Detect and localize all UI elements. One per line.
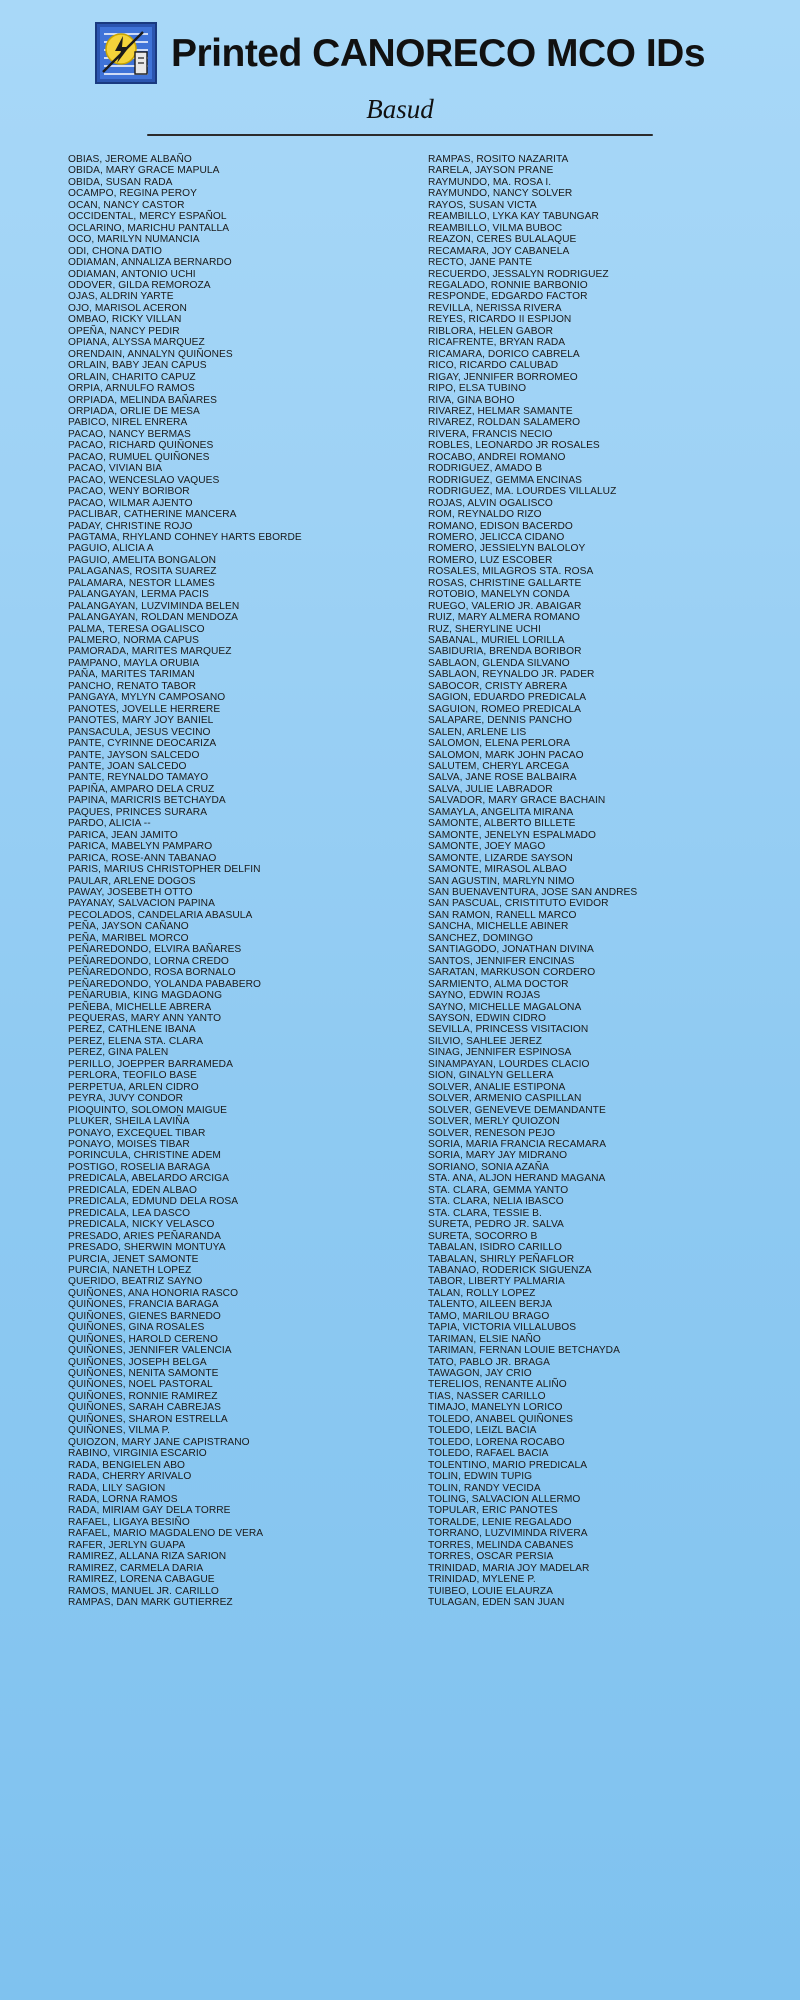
name-entry: SAGUION, ROMEO PREDICALA bbox=[428, 703, 581, 715]
name-entry: PACLIBAR, CATHERINE MANCERA bbox=[68, 509, 237, 521]
name-entry: PAULAR, ARLENE DOGOS bbox=[68, 875, 196, 887]
name-entry: PANTE, JAYSON SALCEDO bbox=[68, 749, 200, 761]
name-entry: SANTIAGODO, JONATHAN DIVINA bbox=[428, 944, 594, 956]
name-entry: SABIDURIA, BRENDA BORIBOR bbox=[428, 646, 582, 658]
name-entry: PACAO, NANCY BERMAS bbox=[68, 428, 191, 440]
title-row bbox=[0, 22, 800, 84]
name-entry: OJO, MARISOL ACERON bbox=[68, 302, 187, 314]
name-entry: PEÑA, MARIBEL MORCO bbox=[68, 932, 189, 944]
name-entry: TIAS, NASSER CARILLO bbox=[428, 1390, 546, 1402]
name-entry: SABANAL, MURIEL LORILLA bbox=[428, 635, 565, 647]
name-entry: SAN PASCUAL, CRISTITUTO EVIDOR bbox=[428, 898, 609, 910]
name-entry: TORRANO, LUZVIMINDA RIVERA bbox=[428, 1528, 588, 1540]
name-entry: PREDICALA, LEA DASCO bbox=[68, 1207, 191, 1219]
name-entry: OPEÑA, NANCY PEDIR bbox=[68, 325, 180, 337]
name-entry: PERILLO, JOEPPER BARRAMEDA bbox=[68, 1058, 233, 1070]
page-subtitle: Basud bbox=[366, 94, 434, 124]
name-entry: SAN AGUSTIN, MARLYN NIMO bbox=[428, 875, 575, 887]
name-entry: PALANGAYAN, ROLDAN MENDOZA bbox=[68, 612, 238, 624]
name-entry: QUIÑONES, JENNIFER VALENCIA bbox=[68, 1345, 232, 1357]
name-entry: TATO, PABLO JR. BRAGA bbox=[428, 1356, 551, 1368]
name-entry: SABLAON, REYNALDO JR. PADER bbox=[428, 669, 595, 681]
name-entry: QUIÑONES, NENITA SAMONTE bbox=[68, 1368, 219, 1380]
name-entry: PREDICALA, EDEN ALBAO bbox=[68, 1184, 198, 1196]
name-entry: PREDICALA, ABELARDO ARCIGA bbox=[68, 1173, 229, 1185]
name-entry: PANTE, REYNALDO TAMAYO bbox=[68, 772, 209, 784]
name-entry: TOLENTINO, MARIO PREDICALA bbox=[428, 1459, 588, 1471]
name-entry: RAMIREZ, LORENA CABAGUE bbox=[68, 1574, 215, 1586]
name-entry: TALENTO, AILEEN BERJA bbox=[428, 1299, 553, 1311]
name-entry: RADA, BENGIELEN ABO bbox=[68, 1459, 186, 1471]
name-entry: TOLEDO, ANABEL QUIÑONES bbox=[428, 1413, 573, 1425]
name-entry: PAGUIO, ALICIA A bbox=[68, 543, 154, 555]
name-entry: SALVA, JANE ROSE BALBAIRA bbox=[428, 772, 577, 784]
name-entry: SAN RAMON, RANELL MARCO bbox=[428, 909, 577, 921]
name-entry: PANSACULA, JESUS VECINO bbox=[68, 726, 211, 738]
name-entry: SOLVER, GENEVEVE DEMANDANTE bbox=[428, 1104, 606, 1116]
name-entry: RADA, CHERRY ARIVALO bbox=[68, 1471, 192, 1483]
name-entry: QUERIDO, BEATRIZ SAYNO bbox=[68, 1276, 203, 1288]
name-entry: ODIAMAN, ANNALIZA BERNARDO bbox=[68, 257, 232, 269]
name-entry: PAMPANO, MAYLA ORUBIA bbox=[68, 657, 200, 669]
name-entry: RARELA, JAYSON PRANE bbox=[428, 165, 554, 177]
name-entry: RAFAEL, LIGAYA BESIÑO bbox=[68, 1516, 190, 1528]
name-entry: PRESADO, SHERWIN MONTUYA bbox=[68, 1242, 226, 1254]
name-entry: PARICA, MABELYN PAMPARO bbox=[68, 841, 213, 853]
name-entry: PABICO, NIREL ENRERA bbox=[68, 417, 188, 429]
name-entry: PANTE, CYRINNE DEOCARIZA bbox=[68, 738, 217, 750]
name-entry: SOLVER, ARMENIO CASPILLAN bbox=[428, 1093, 582, 1105]
name-entry: OCCIDENTAL, MERCY ESPAÑOL bbox=[68, 211, 227, 223]
name-entry: QUIÑONES, SARAH CABREJAS bbox=[68, 1402, 221, 1414]
name-entry: RODRIGUEZ, AMADO B bbox=[428, 463, 543, 475]
name-entry: PURCIA, JENET SAMONTE bbox=[68, 1253, 199, 1265]
name-entry: PALANGAYAN, LERMA PACIS bbox=[68, 589, 209, 601]
name-entry: PARIS, MARIUS CHRISTOPHER DELFIN bbox=[68, 864, 261, 876]
name-entry: ROSALES, MILAGROS STA. ROSA bbox=[428, 566, 594, 578]
name-entry: QUIÑONES, HAROLD CERENO bbox=[68, 1333, 219, 1345]
name-entry: TERELIOS, RENANTE ALIÑO bbox=[428, 1379, 567, 1391]
name-entry: PEÑA, JAYSON CAÑANO bbox=[68, 921, 189, 933]
name-entry: PONAYO, MOISES TIBAR bbox=[68, 1138, 190, 1150]
name-entry: SAN BUENAVENTURA, JOSE SAN ANDRES bbox=[428, 887, 638, 898]
name-entry: SALAPARE, DENNIS PANCHO bbox=[428, 715, 572, 727]
name-entry: TABALAN, ISIDRO CARILLO bbox=[428, 1242, 562, 1254]
name-entry: ORPIADA, ORLIE DE MESA bbox=[68, 405, 200, 417]
name-entry: PAPINA, MARICRIS BETCHAYDA bbox=[68, 795, 226, 807]
name-entry: SAMAYLA, ANGELITA MIRANA bbox=[428, 806, 574, 818]
name-entry: PAGUIO, AMELITA BONGALON bbox=[68, 554, 217, 566]
name-entry: TRINIDAD, MYLENE P. bbox=[428, 1574, 536, 1586]
name-entry: RADA, LILY SAGION bbox=[68, 1482, 166, 1494]
name-entry: SILVIO, SAHLEE JEREZ bbox=[428, 1035, 543, 1047]
name-entry: RUEGO, VALERIO JR. ABAIGAR bbox=[428, 600, 582, 612]
name-entry: RICAMARA, DORICO CABRELA bbox=[428, 348, 580, 360]
name-entry: SALOMON, MARK JOHN PACAO bbox=[428, 749, 584, 761]
name-entry: PANTE, JOAN SALCEDO bbox=[68, 761, 187, 773]
page-title: Printed CANORECO MCO IDs bbox=[170, 31, 706, 75]
name-entry: PLUKER, SHEILA LAVIÑA bbox=[68, 1116, 190, 1128]
name-entry: TORRES, OSCAR PERSIA bbox=[428, 1551, 554, 1563]
name-entry: ROBLES, LEONARDO JR ROSALES bbox=[428, 440, 600, 452]
name-entry: OBIDA, MARY GRACE MAPULA bbox=[68, 165, 220, 177]
name-entry: PACAO, WENY BORIBOR bbox=[68, 486, 190, 498]
name-entry: RODRIGUEZ, GEMMA ENCINAS bbox=[428, 474, 583, 486]
name-entry: TRINIDAD, MARIA JOY MADELAR bbox=[428, 1562, 590, 1574]
name-entry: PONAYO, EXCEQUEL TIBAR bbox=[68, 1127, 206, 1139]
name-entry: SAMONTE, JENELYN ESPALMADO bbox=[428, 829, 596, 841]
name-entry: QUIOZON, MARY JANE CAPISTRANO bbox=[68, 1436, 250, 1448]
name-entry: SAMONTE, LIZARDE SAYSON bbox=[428, 852, 573, 864]
name-entry: SARMIENTO, ALMA DOCTOR bbox=[428, 978, 569, 990]
name-entry: RAMPAS, ROSITO NAZARITA bbox=[428, 154, 569, 165]
name-column-left bbox=[68, 154, 384, 1609]
name-entry: SAYSON, EDWIN CIDRO bbox=[428, 1012, 546, 1024]
name-entry: PAQUES, PRINCES SURARA bbox=[68, 806, 208, 818]
name-entry: QUIÑONES, FRANCIA BARAGA bbox=[68, 1299, 219, 1311]
name-entry: SABLAON, GLENDA SILVANO bbox=[428, 657, 570, 669]
name-entry: PAYANAY, SALVACION PAPINA bbox=[68, 898, 215, 910]
name-entry: RAYMUNDO, MA. ROSA I. bbox=[428, 176, 552, 188]
name-entry: QUIÑONES, JOSEPH BELGA bbox=[68, 1356, 207, 1368]
name-entry: REAMBILLO, VILMA BUBOC bbox=[428, 222, 563, 234]
name-entry: PALMA, TERESA OGALISCO bbox=[68, 623, 205, 635]
name-entry: SOLVER, MERLY QUIOZON bbox=[428, 1116, 560, 1128]
name-entry: RIVAREZ, HELMAR SAMANTE bbox=[428, 405, 573, 417]
name-entry: SURETA, PEDRO JR. SALVA bbox=[428, 1219, 564, 1231]
name-entry: PEÑAREDONDO, YOLANDA PABABERO bbox=[68, 978, 261, 990]
name-entry: SOLVER, ANALIE ESTIPONA bbox=[428, 1081, 566, 1093]
name-entry: SAYNO, EDWIN ROJAS bbox=[428, 990, 541, 1002]
name-entry: ROM, REYNALDO RIZO bbox=[428, 509, 542, 521]
name-entry: TAMO, MARILOU BRAGO bbox=[428, 1310, 550, 1322]
name-entry: PACAO, RICHARD QUIÑONES bbox=[68, 440, 214, 452]
name-entry: ROMERO, LUZ ESCOBER bbox=[428, 554, 553, 566]
name-entry: TORRES, MELINDA CABANES bbox=[428, 1539, 574, 1551]
name-entry: OBIDA, SUSAN RADA bbox=[68, 176, 173, 188]
name-entry: TOLIN, RANDY VECIDA bbox=[428, 1482, 541, 1494]
name-entry: TOLEDO, LORENA ROCABO bbox=[428, 1436, 565, 1448]
name-entry: PECOLADOS, CANDELARIA ABASULA bbox=[68, 909, 253, 921]
name-entry: RAYOS, SUSAN VICTA bbox=[428, 199, 537, 211]
name-entry: SALVADOR, MARY GRACE BACHAIN bbox=[428, 795, 606, 807]
name-entry: PURCIA, NANETH LOPEZ bbox=[68, 1264, 192, 1276]
name-entry: RAMIREZ, CARMELA DARIA bbox=[68, 1562, 204, 1574]
name-entry: REAZON, CERES BULALAQUE bbox=[428, 234, 577, 246]
name-entry: TULAGAN, EDEN SAN JUAN bbox=[428, 1597, 565, 1609]
name-entry: PARICA, JEAN JAMITO bbox=[68, 829, 178, 841]
name-entry: PEREZ, CATHLENE IBANA bbox=[68, 1024, 196, 1036]
name-entry: STA. ANA, ALJON HERAND MAGANA bbox=[428, 1173, 606, 1185]
name-entry: RICO, RICARDO CALUBAD bbox=[428, 360, 559, 372]
name-entry: PEÑAREDONDO, ROSA BORNALO bbox=[68, 967, 236, 979]
name-entry: ORLAIN, CHARITO CAPUZ bbox=[68, 371, 196, 383]
name-entry: PRESADO, ARIES PEÑARANDA bbox=[68, 1230, 221, 1242]
name-entry: PACAO, VIVIAN BIA bbox=[68, 463, 163, 475]
name-entry: RUZ, SHERYLINE UCHI bbox=[428, 623, 541, 635]
name-entry: ORLAIN, BABY JEAN CAPUS bbox=[68, 360, 207, 372]
name-entry: ROCABO, ANDREI ROMANO bbox=[428, 451, 566, 463]
name-entry: OJAS, ALDRIN YARTE bbox=[68, 291, 174, 303]
name-entry: SAGION, EDUARDO PREDICALA bbox=[428, 692, 587, 704]
name-entry: RECUERDO, JESSALYN RODRIGUEZ bbox=[428, 268, 609, 280]
name-entry: PALAMARA, NESTOR LLAMES bbox=[68, 577, 215, 589]
name-entry: QUIÑONES, NOEL PASTORAL bbox=[68, 1379, 213, 1391]
name-entry: QUIÑONES, GIENES BARNEDO bbox=[68, 1310, 221, 1322]
name-entry: REGALADO, RONNIE BARBONIO bbox=[428, 279, 588, 291]
name-entry: PEÑARUBIA, KING MAGDAONG bbox=[68, 990, 223, 1002]
name-entry: ROMANO, EDISON BACERDO bbox=[428, 520, 573, 532]
name-entry: SURETA, SOCORRO B bbox=[428, 1230, 538, 1242]
name-entry: SANCHEZ, DOMINGO bbox=[428, 932, 533, 944]
name-entry: PERLORA, TEOFILO BASE bbox=[68, 1070, 197, 1082]
name-entry: RECTO, JANE PANTE bbox=[428, 257, 533, 269]
name-entry: POSTIGO, ROSELIA BARAGA bbox=[68, 1161, 211, 1173]
name-entry: ODIAMAN, ANTONIO UCHI bbox=[68, 268, 196, 280]
name-entry: PARDO, ALICIA -- bbox=[68, 818, 151, 830]
name-entry: SALOMON, ELENA PERLORA bbox=[428, 738, 571, 750]
name-entry: PORINCULA, CHRISTINE ADEM bbox=[68, 1150, 221, 1162]
name-entry: TOLEDO, RAFAEL BACIA bbox=[428, 1448, 549, 1460]
name-entry: PANOTES, MARY JOY BANIEL bbox=[68, 715, 214, 727]
name-entry: RICAFRENTE, BRYAN RADA bbox=[428, 337, 566, 349]
name-entry: SORIA, MARIA FRANCIA RECAMARA bbox=[428, 1138, 607, 1150]
name-entry: RAMOS, MANUEL JR. CARILLO bbox=[68, 1585, 219, 1597]
name-entry: TARIMAN, FERNAN LOUIE BETCHAYDA bbox=[428, 1345, 620, 1357]
name-columns bbox=[0, 154, 800, 1609]
name-entry: PEÑEBA, MICHELLE ABRERA bbox=[68, 1001, 212, 1013]
name-entry: PANOTES, JOVELLE HERRERE bbox=[68, 703, 221, 715]
name-entry: SION, GINALYN GELLERA bbox=[428, 1070, 554, 1082]
name-entry: TABANAO, RODERICK SIGUENZA bbox=[428, 1264, 592, 1276]
name-entry: QUIÑONES, SHARON ESTRELLA bbox=[68, 1413, 228, 1425]
name-entry: PEQUERAS, MARY ANN YANTO bbox=[68, 1012, 222, 1024]
name-entry: TOPULAR, ERIC PANOTES bbox=[428, 1505, 558, 1517]
name-entry: PAWAY, JOSEBETH OTTO bbox=[68, 887, 193, 898]
name-entry: PACAO, RUMUEL QUIÑONES bbox=[68, 451, 210, 463]
name-entry: PACAO, WENCESLAO VAQUES bbox=[68, 474, 220, 486]
name-entry: TUIBEO, LOUIE ELAURZA bbox=[428, 1585, 554, 1597]
name-entry: ROMERO, JESSIELYN BALOLOY bbox=[428, 543, 586, 555]
name-entry: REVILLA, NERISSA RIVERA bbox=[428, 302, 562, 314]
name-entry: RADA, LORNA RAMOS bbox=[68, 1494, 178, 1506]
name-entry: ORPIADA, MELINDA BAÑARES bbox=[68, 394, 217, 406]
name-entry: SAMONTE, ALBERTO BILLETE bbox=[428, 818, 576, 830]
name-entry: TIMAJO, MANELYN LORICO bbox=[428, 1402, 563, 1414]
name-entry: STA. CLARA, TESSIE B. bbox=[428, 1207, 542, 1219]
name-entry: PEREZ, ELENA STA. CLARA bbox=[68, 1035, 204, 1047]
name-entry: SAMONTE, JOEY MAGO bbox=[428, 841, 546, 853]
name-entry: PREDICALA, NICKY VELASCO bbox=[68, 1219, 215, 1231]
name-entry: TARIMAN, ELSIE NAÑO bbox=[428, 1333, 541, 1345]
name-entry: QUIÑONES, RONNIE RAMIREZ bbox=[68, 1390, 218, 1402]
canoreco-logo-icon bbox=[95, 22, 157, 84]
name-entry: TOLING, SALVACION ALLERMO bbox=[428, 1494, 581, 1506]
name-entry: ORENDAIN, ANNALYN QUIÑONES bbox=[68, 348, 233, 360]
name-entry: PAMORADA, MARITES MARQUEZ bbox=[68, 646, 232, 658]
name-entry: QUIÑONES, ANA HONORIA RASCO bbox=[68, 1287, 239, 1299]
name-entry: STA. CLARA, NELIA IBASCO bbox=[428, 1196, 564, 1208]
name-entry: ODOVER, GILDA REMOROZA bbox=[68, 279, 211, 291]
name-entry: PIOQUINTO, SOLOMON MAIGUE bbox=[68, 1104, 227, 1116]
page-header bbox=[0, 0, 800, 136]
name-entry: PANGAYA, MYLYN CAMPOSANO bbox=[68, 692, 226, 704]
name-entry: PERPETUA, ARLEN CIDRO bbox=[68, 1081, 199, 1093]
name-entry: RIGAY, JENNIFER BORROMEO bbox=[428, 371, 578, 383]
name-entry: RAYMUNDO, NANCY SOLVER bbox=[428, 188, 573, 200]
name-entry: SINAG, JENNIFER ESPINOSA bbox=[428, 1047, 572, 1059]
name-entry: REAMBILLO, LYKA KAY TABUNGAR bbox=[428, 211, 599, 223]
name-entry: RIPO, ELSA TUBINO bbox=[428, 383, 527, 395]
name-entry: RAFER, JERLYN GUAPA bbox=[68, 1539, 186, 1551]
name-entry: RESPONDE, EDGARDO FACTOR bbox=[428, 291, 588, 303]
name-entry: PALANGAYAN, LUZVIMINDA BELEN bbox=[68, 600, 240, 612]
name-entry: PANCHO, RENATO TABOR bbox=[68, 680, 196, 692]
name-entry: TORALDE, LENIE REGALADO bbox=[428, 1516, 572, 1528]
name-entry: OCLARINO, MARICHU PANTALLA bbox=[68, 222, 230, 234]
name-entry: OCAMPO, REGINA PEROY bbox=[68, 188, 197, 200]
name-entry: SORIANO, SONIA AZAÑA bbox=[428, 1161, 550, 1173]
name-entry: TABALAN, SHIRLY PEÑAFLOR bbox=[428, 1253, 575, 1265]
name-entry: RAMIREZ, ALLANA RIZA SARION bbox=[68, 1551, 227, 1563]
name-entry: PADAY, CHRISTINE ROJO bbox=[68, 520, 193, 532]
name-entry: TOLIN, EDWIN TUPIG bbox=[428, 1471, 533, 1483]
name-entry: RAMPAS, DAN MARK GUTIERREZ bbox=[68, 1597, 233, 1609]
name-column-right bbox=[428, 154, 744, 1609]
name-entry: TAWAGON, JAY CRIO bbox=[428, 1368, 532, 1380]
name-entry: ROSAS, CHRISTINE GALLARTE bbox=[428, 577, 582, 589]
name-entry: RIVERA, FRANCIS NECIO bbox=[428, 428, 553, 440]
name-entry: TAPIA, VICTORIA VILLALUBOS bbox=[428, 1322, 577, 1334]
name-entry: PAPIÑA, AMPARO DELA CRUZ bbox=[68, 783, 215, 795]
name-entry: RODRIGUEZ, MA. LOURDES VILLALUZ bbox=[428, 486, 617, 498]
name-entry: STA. CLARA, GEMMA YANTO bbox=[428, 1184, 569, 1196]
name-entry: OBIAS, JEROME ALBAÑO bbox=[68, 154, 192, 165]
name-entry: RIVA, GINA BOHO bbox=[428, 394, 515, 406]
name-entry: PALAGANAS, ROSITA SUAREZ bbox=[68, 566, 217, 578]
name-entry: QUIÑONES, VILMA P. bbox=[68, 1425, 171, 1437]
name-entry: PAÑA, MARITES TARIMAN bbox=[68, 669, 195, 681]
name-entry: SORIA, MARY JAY MIDRANO bbox=[428, 1150, 568, 1162]
name-entry: SANTOS, JENNIFER ENCINAS bbox=[428, 955, 575, 967]
name-entry: ODI, CHONA DATIO bbox=[68, 245, 163, 257]
name-entry: PALMERO, NORMA CAPUS bbox=[68, 635, 200, 647]
name-entry: PEÑAREDONDO, ELVIRA BAÑARES bbox=[68, 944, 242, 956]
name-entry: OCO, MARILYN NUMANCIA bbox=[68, 234, 200, 246]
name-entry: TOLEDO, LEIZL BACIA bbox=[428, 1425, 537, 1437]
name-entry: SEVILLA, PRINCESS VISITACION bbox=[428, 1024, 589, 1036]
name-entry: RUIZ, MARY ALMERA ROMANO bbox=[428, 612, 580, 624]
name-entry: ROMERO, JELICCA CIDANO bbox=[428, 531, 565, 543]
name-entry: PEYRA, JUVY CONDOR bbox=[68, 1093, 184, 1105]
name-entry: SANCHA, MICHELLE ABINER bbox=[428, 921, 569, 933]
name-entry: PEREZ, GINA PALEN bbox=[68, 1047, 169, 1059]
name-entry: TALAN, ROLLY LOPEZ bbox=[428, 1287, 536, 1299]
name-entry: SOLVER, RENESON PEJO bbox=[428, 1127, 556, 1139]
name-entry: OPIANA, ALYSSA MARQUEZ bbox=[68, 337, 205, 349]
name-entry: PACAO, WILMAR AJENTO bbox=[68, 497, 193, 509]
name-entry: QUIÑONES, GINA ROSALES bbox=[68, 1322, 205, 1334]
name-entry: ROTOBIO, MANELYN CONDA bbox=[428, 589, 570, 601]
name-entry: SAMONTE, MIRASOL ALBAO bbox=[428, 864, 567, 876]
name-entry: SALVA, JULIE LABRADOR bbox=[428, 783, 553, 795]
name-entry: TABOR, LIBERTY PALMARIA bbox=[428, 1276, 565, 1288]
name-entry: PEÑAREDONDO, LORNA CREDO bbox=[68, 955, 229, 967]
name-entry: RAFAEL, MARIO MAGDALENO DE VERA bbox=[68, 1528, 264, 1540]
header-divider bbox=[147, 134, 653, 136]
name-entry: ORPIA, ARNULFO RAMOS bbox=[68, 383, 195, 395]
name-entry: RADA, MIRIAM GAY DELA TORRE bbox=[68, 1505, 231, 1517]
name-entry: PREDICALA, EDMUND DELA ROSA bbox=[68, 1196, 239, 1208]
name-entry: ROJAS, ALVIN OGALISCO bbox=[428, 497, 553, 509]
name-entry: PARICA, ROSE-ANN TABANAO bbox=[68, 852, 217, 864]
name-entry: PAGTAMA, RHYLAND COHNEY HARTS EBORDE bbox=[68, 531, 302, 543]
name-entry: RECAMARA, JOY CABANELA bbox=[428, 245, 570, 257]
name-entry: SABOCOR, CRISTY ABRERA bbox=[428, 680, 568, 692]
name-entry: SALEN, ARLENE LIS bbox=[428, 726, 527, 738]
name-entry: RIVAREZ, ROLDAN SALAMERO bbox=[428, 417, 581, 429]
name-entry: SINAMPAYAN, LOURDES CLACIO bbox=[428, 1058, 590, 1070]
name-entry: SARATAN, MARKUSON CORDERO bbox=[428, 967, 596, 979]
name-entry: RIBLORA, HELEN GABOR bbox=[428, 325, 553, 337]
name-entry: RABINO, VIRGINIA ESCARIO bbox=[68, 1448, 207, 1460]
name-entry: OCAN, NANCY CASTOR bbox=[68, 199, 185, 211]
name-entry: REYES, RICARDO II ESPIJON bbox=[428, 314, 572, 326]
name-entry: SALUTEM, CHERYL ARCEGA bbox=[428, 761, 569, 773]
name-entry: OMBAO, RICKY VILLAN bbox=[68, 314, 182, 326]
name-entry: SAYNO, MICHELLE MAGALONA bbox=[428, 1001, 582, 1013]
